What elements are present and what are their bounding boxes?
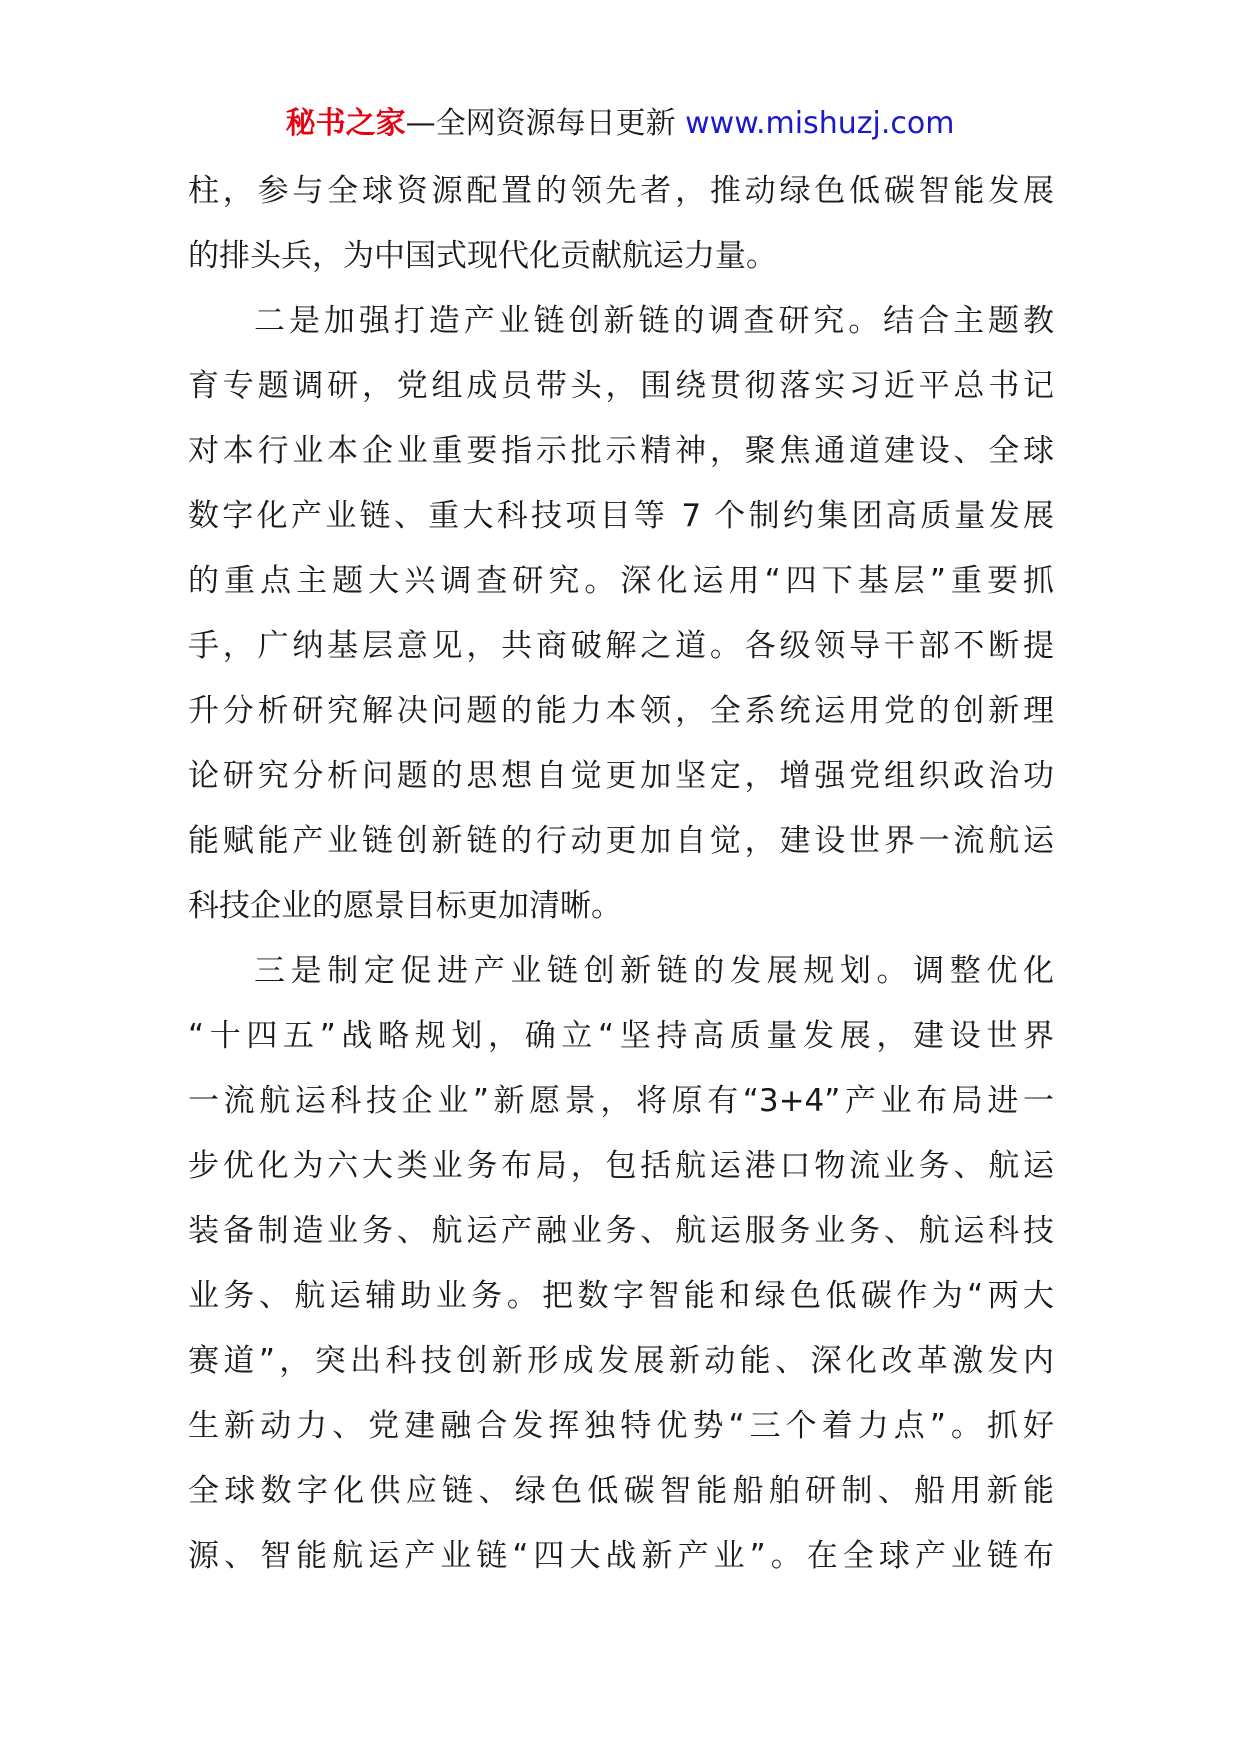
document-body [188, 159, 1054, 1589]
text-line: 生新动力、党建融合发挥独特优势“三个着力点”。抓好 [188, 1408, 1054, 1444]
text-line: 升分析研究解决问题的能力本领，全系统运用党的创新理 [188, 693, 1054, 729]
paragraph-start-line: 三是制定促进产业链创新链的发展规划。调整优化 [254, 953, 1054, 989]
site-tagline: —全网资源每日更新 [405, 106, 676, 141]
text-line: 的重点主题大兴调查研究。深化运用“四下基层”重要抓 [188, 563, 1054, 599]
text-line: 育专题调研，党组成员带头，围绕贯彻落实习近平总书记 [188, 368, 1054, 404]
site-url-link[interactable]: www.mishuzj.com [685, 106, 955, 141]
text-line: 科技企业的愿景目标更加清晰。 [188, 888, 622, 924]
text-line: 赛道”，突出科技创新形成发展新动能、深化改革激发内 [188, 1343, 1054, 1379]
text-line: 柱，参与全球资源配置的领先者，推动绿色低碳智能发展 [188, 173, 1054, 209]
text-line: 数字化产业链、重大科技项目等 7 个制约集团高质量发展 [188, 498, 1054, 534]
text-line: 装备制造业务、航运产融业务、航运服务业务、航运科技 [188, 1213, 1054, 1249]
text-line: “十四五”战略规划，确立“坚持高质量发展，建设世界 [188, 1018, 1054, 1054]
text-line: 源、智能航运产业链“四大战新产业”。在全球产业链布 [188, 1538, 1054, 1574]
text-line: 的排头兵，为中国式现代化贡献航运力量。 [188, 238, 777, 274]
site-header [0, 100, 1240, 148]
text-line: 能赋能产业链创新链的行动更加自觉，建设世界一流航运 [188, 823, 1054, 859]
text-line: 步优化为六大类业务布局，包括航运港口物流业务、航运 [188, 1148, 1054, 1184]
text-line: 全球数字化供应链、绿色低碳智能船舶研制、船用新能 [188, 1473, 1054, 1509]
site-brand: 秘书之家 [285, 106, 406, 141]
paragraph-start-line: 二是加强打造产业链创新链的调查研究。结合主题教 [254, 303, 1054, 339]
text-line: 对本行业本企业重要指示批示精神，聚焦通道建设、全球 [188, 433, 1054, 469]
text-line: 业务、航运辅助业务。把数字智能和绿色低碳作为“两大 [188, 1278, 1054, 1314]
text-line: 手，广纳基层意见，共商破解之道。各级领导干部不断提 [188, 628, 1054, 664]
text-line: 论研究分析问题的思想自觉更加坚定，增强党组织政治功 [188, 758, 1054, 794]
text-line: 一流航运科技企业”新愿景，将原有“3+4”产业布局进一 [188, 1083, 1054, 1119]
